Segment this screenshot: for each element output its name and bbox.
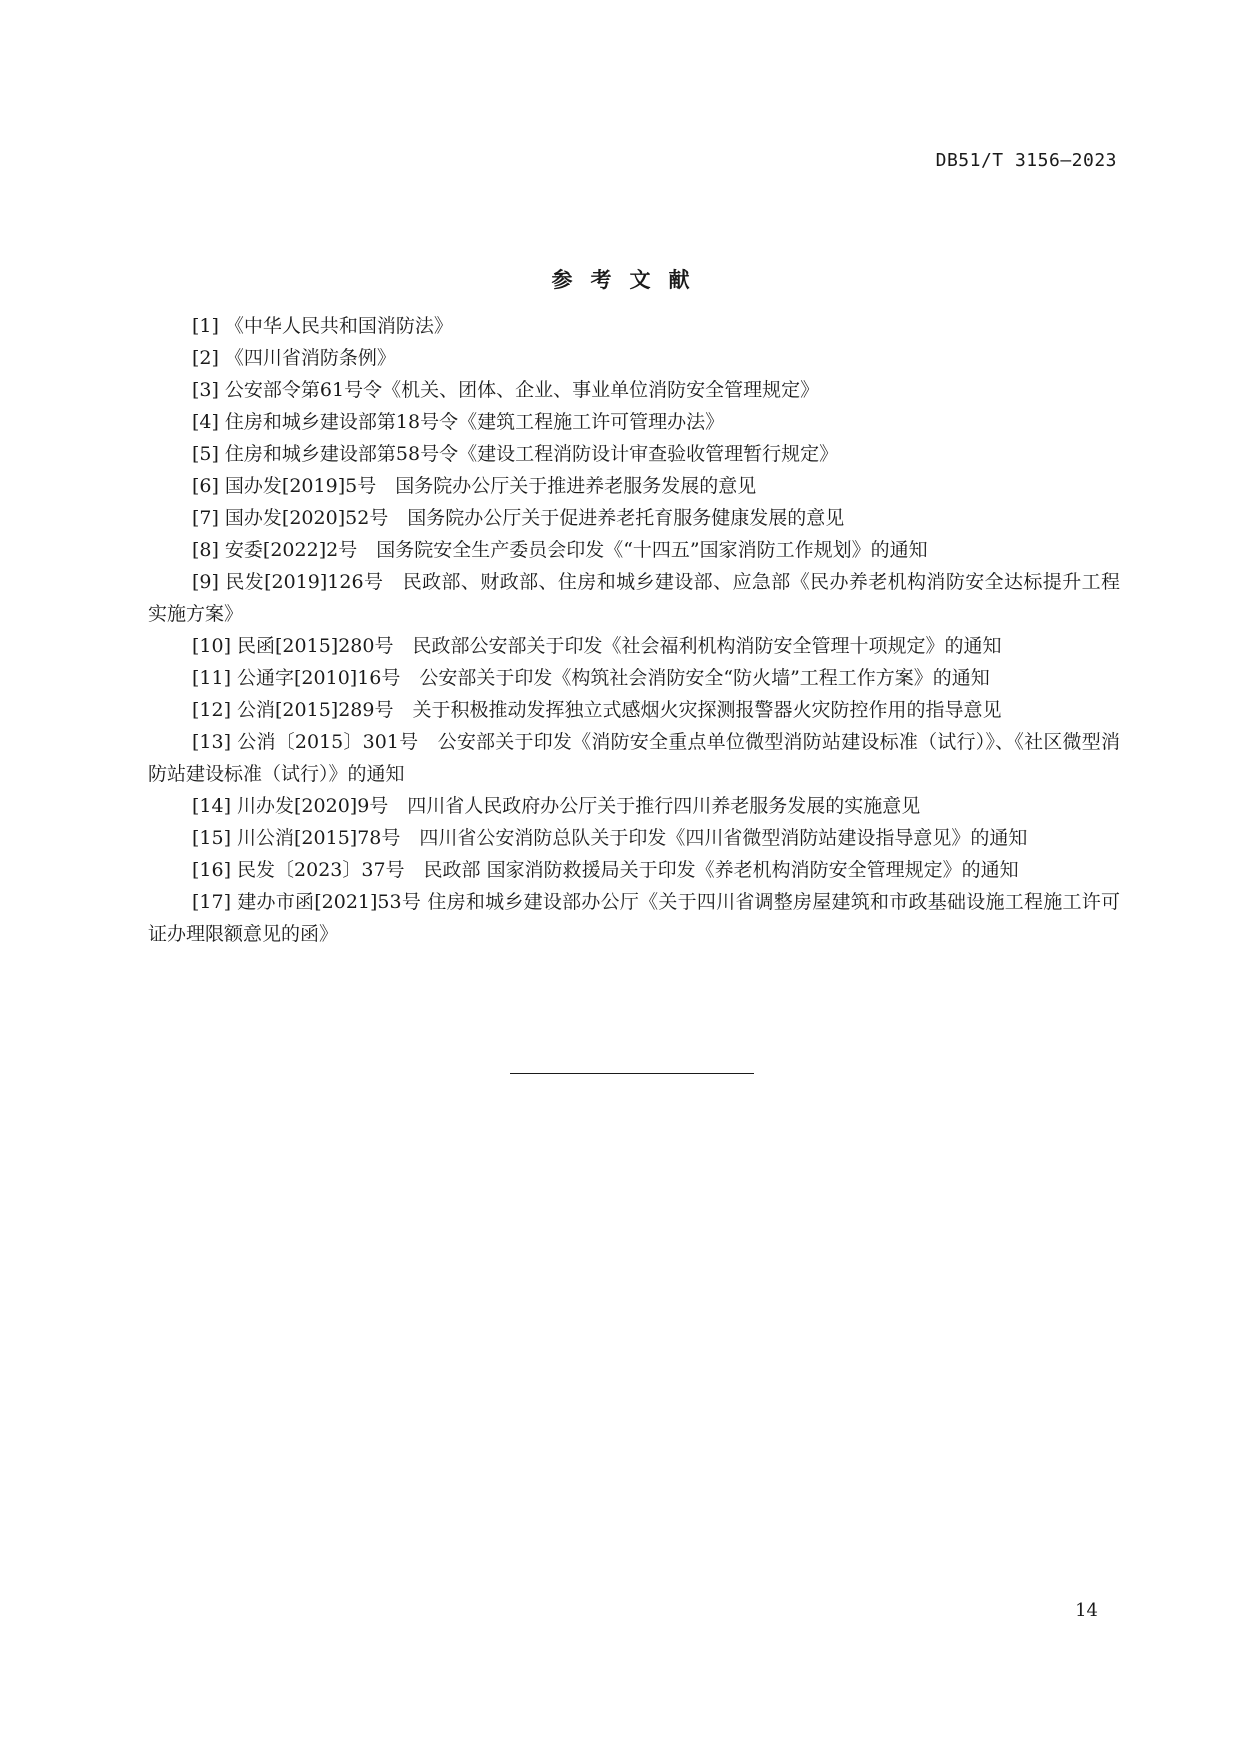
reference-text: 川公消[2015]78号 四川省公安消防总队关于印发《四川省微型消防站建设指导意见》的通知: [237, 827, 1028, 849]
reference-number: [15]: [192, 827, 232, 849]
reference-text: 《中华人民共和国消防法》: [224, 315, 453, 337]
reference-text: 住房和城乡建设部第58号令《建设工程消防设计审查验收管理暂行规定》: [224, 443, 839, 465]
reference-item: [148, 502, 1120, 534]
reference-number: [7]: [192, 507, 219, 529]
reference-number: [17]: [192, 891, 232, 913]
reference-text: 安委[2022]2号 国务院安全生产委员会印发《“十四五”国家消防工作规划》的通知: [224, 539, 928, 561]
reference-number: [14]: [192, 795, 232, 817]
reference-text: 民发〔2023〕37号 民政部 国家消防救援局关于印发《养老机构消防安全管理规定》的通知: [237, 859, 1019, 881]
reference-item: [148, 854, 1120, 886]
reference-item: [148, 534, 1120, 566]
reference-number: [6]: [192, 475, 219, 497]
reference-text: 公消[2015]289号 关于积极推动发挥独立式感烟火灾探测报警器火灾防控作用的指导意见: [237, 699, 1002, 721]
reference-item: [148, 438, 1120, 470]
reference-text: 住房和城乡建设部第18号令《建筑工程施工许可管理办法》: [224, 411, 725, 433]
reference-text: 川办发[2020]9号 四川省人民政府办公厅关于推行四川养老服务发展的实施意见: [237, 795, 921, 817]
standard-code: DB51/T 3156—2023: [935, 150, 1117, 171]
reference-item: [148, 886, 1120, 950]
page-number: 14: [1075, 1600, 1098, 1621]
reference-item: [148, 822, 1120, 854]
reference-item: [148, 790, 1120, 822]
reference-number: [12]: [192, 699, 232, 721]
reference-text: 民发[2019]126号 民政部、财政部、住房和城乡建设部、应急部《民办养老机构消防安全达标提升工程实施方案》: [148, 571, 1120, 625]
reference-number: [11]: [192, 667, 232, 689]
reference-item: [148, 310, 1120, 342]
reference-item: [148, 662, 1120, 694]
reference-text: 民函[2015]280号 民政部公安部关于印发《社会福利机构消防安全管理十项规定》的通知: [237, 635, 1002, 657]
reference-text: 国办发[2020]52号 国务院办公厅关于促进养老托育服务健康发展的意见: [224, 507, 845, 529]
reference-number: [1]: [192, 315, 219, 337]
reference-number: [5]: [192, 443, 219, 465]
page-title: 参考文献: [551, 268, 708, 292]
reference-text: 《四川省消防条例》: [224, 347, 396, 369]
reference-number: [4]: [192, 411, 219, 433]
reference-item: [148, 374, 1120, 406]
end-divider: [510, 1073, 754, 1074]
reference-item: [148, 406, 1120, 438]
reference-text: 公通字[2010]16号 公安部关于印发《构筑社会消防安全“防火墙”工程工作方案》的通知: [237, 667, 990, 689]
reference-list: [148, 310, 1120, 950]
reference-item: [148, 630, 1120, 662]
reference-number: [10]: [192, 635, 232, 657]
reference-number: [9]: [192, 571, 219, 593]
reference-text: 公安部令第61号令《机关、团体、企业、事业单位消防安全管理规定》: [224, 379, 820, 401]
reference-item: [148, 694, 1120, 726]
reference-item: [148, 566, 1120, 630]
reference-item: [148, 726, 1120, 790]
reference-number: [8]: [192, 539, 219, 561]
reference-text: 国办发[2019]5号 国务院办公厅关于推进养老服务发展的意见: [224, 475, 757, 497]
reference-text: 建办市函[2021]53号 住房和城乡建设部办公厅《关于四川省调整房屋建筑和市政基础设施工程施工许可证办理限额意见的函》: [148, 891, 1120, 945]
reference-number: [16]: [192, 859, 232, 881]
reference-number: [2]: [192, 347, 219, 369]
reference-number: [13]: [192, 731, 232, 753]
reference-item: [148, 342, 1120, 374]
reference-item: [148, 470, 1120, 502]
reference-text: 公消〔2015〕301号 公安部关于印发《消防安全重点单位微型消防站建设标准（试行）》、《社区微型消防站建设标准（试行）》的通知: [148, 731, 1120, 785]
reference-number: [3]: [192, 379, 219, 401]
